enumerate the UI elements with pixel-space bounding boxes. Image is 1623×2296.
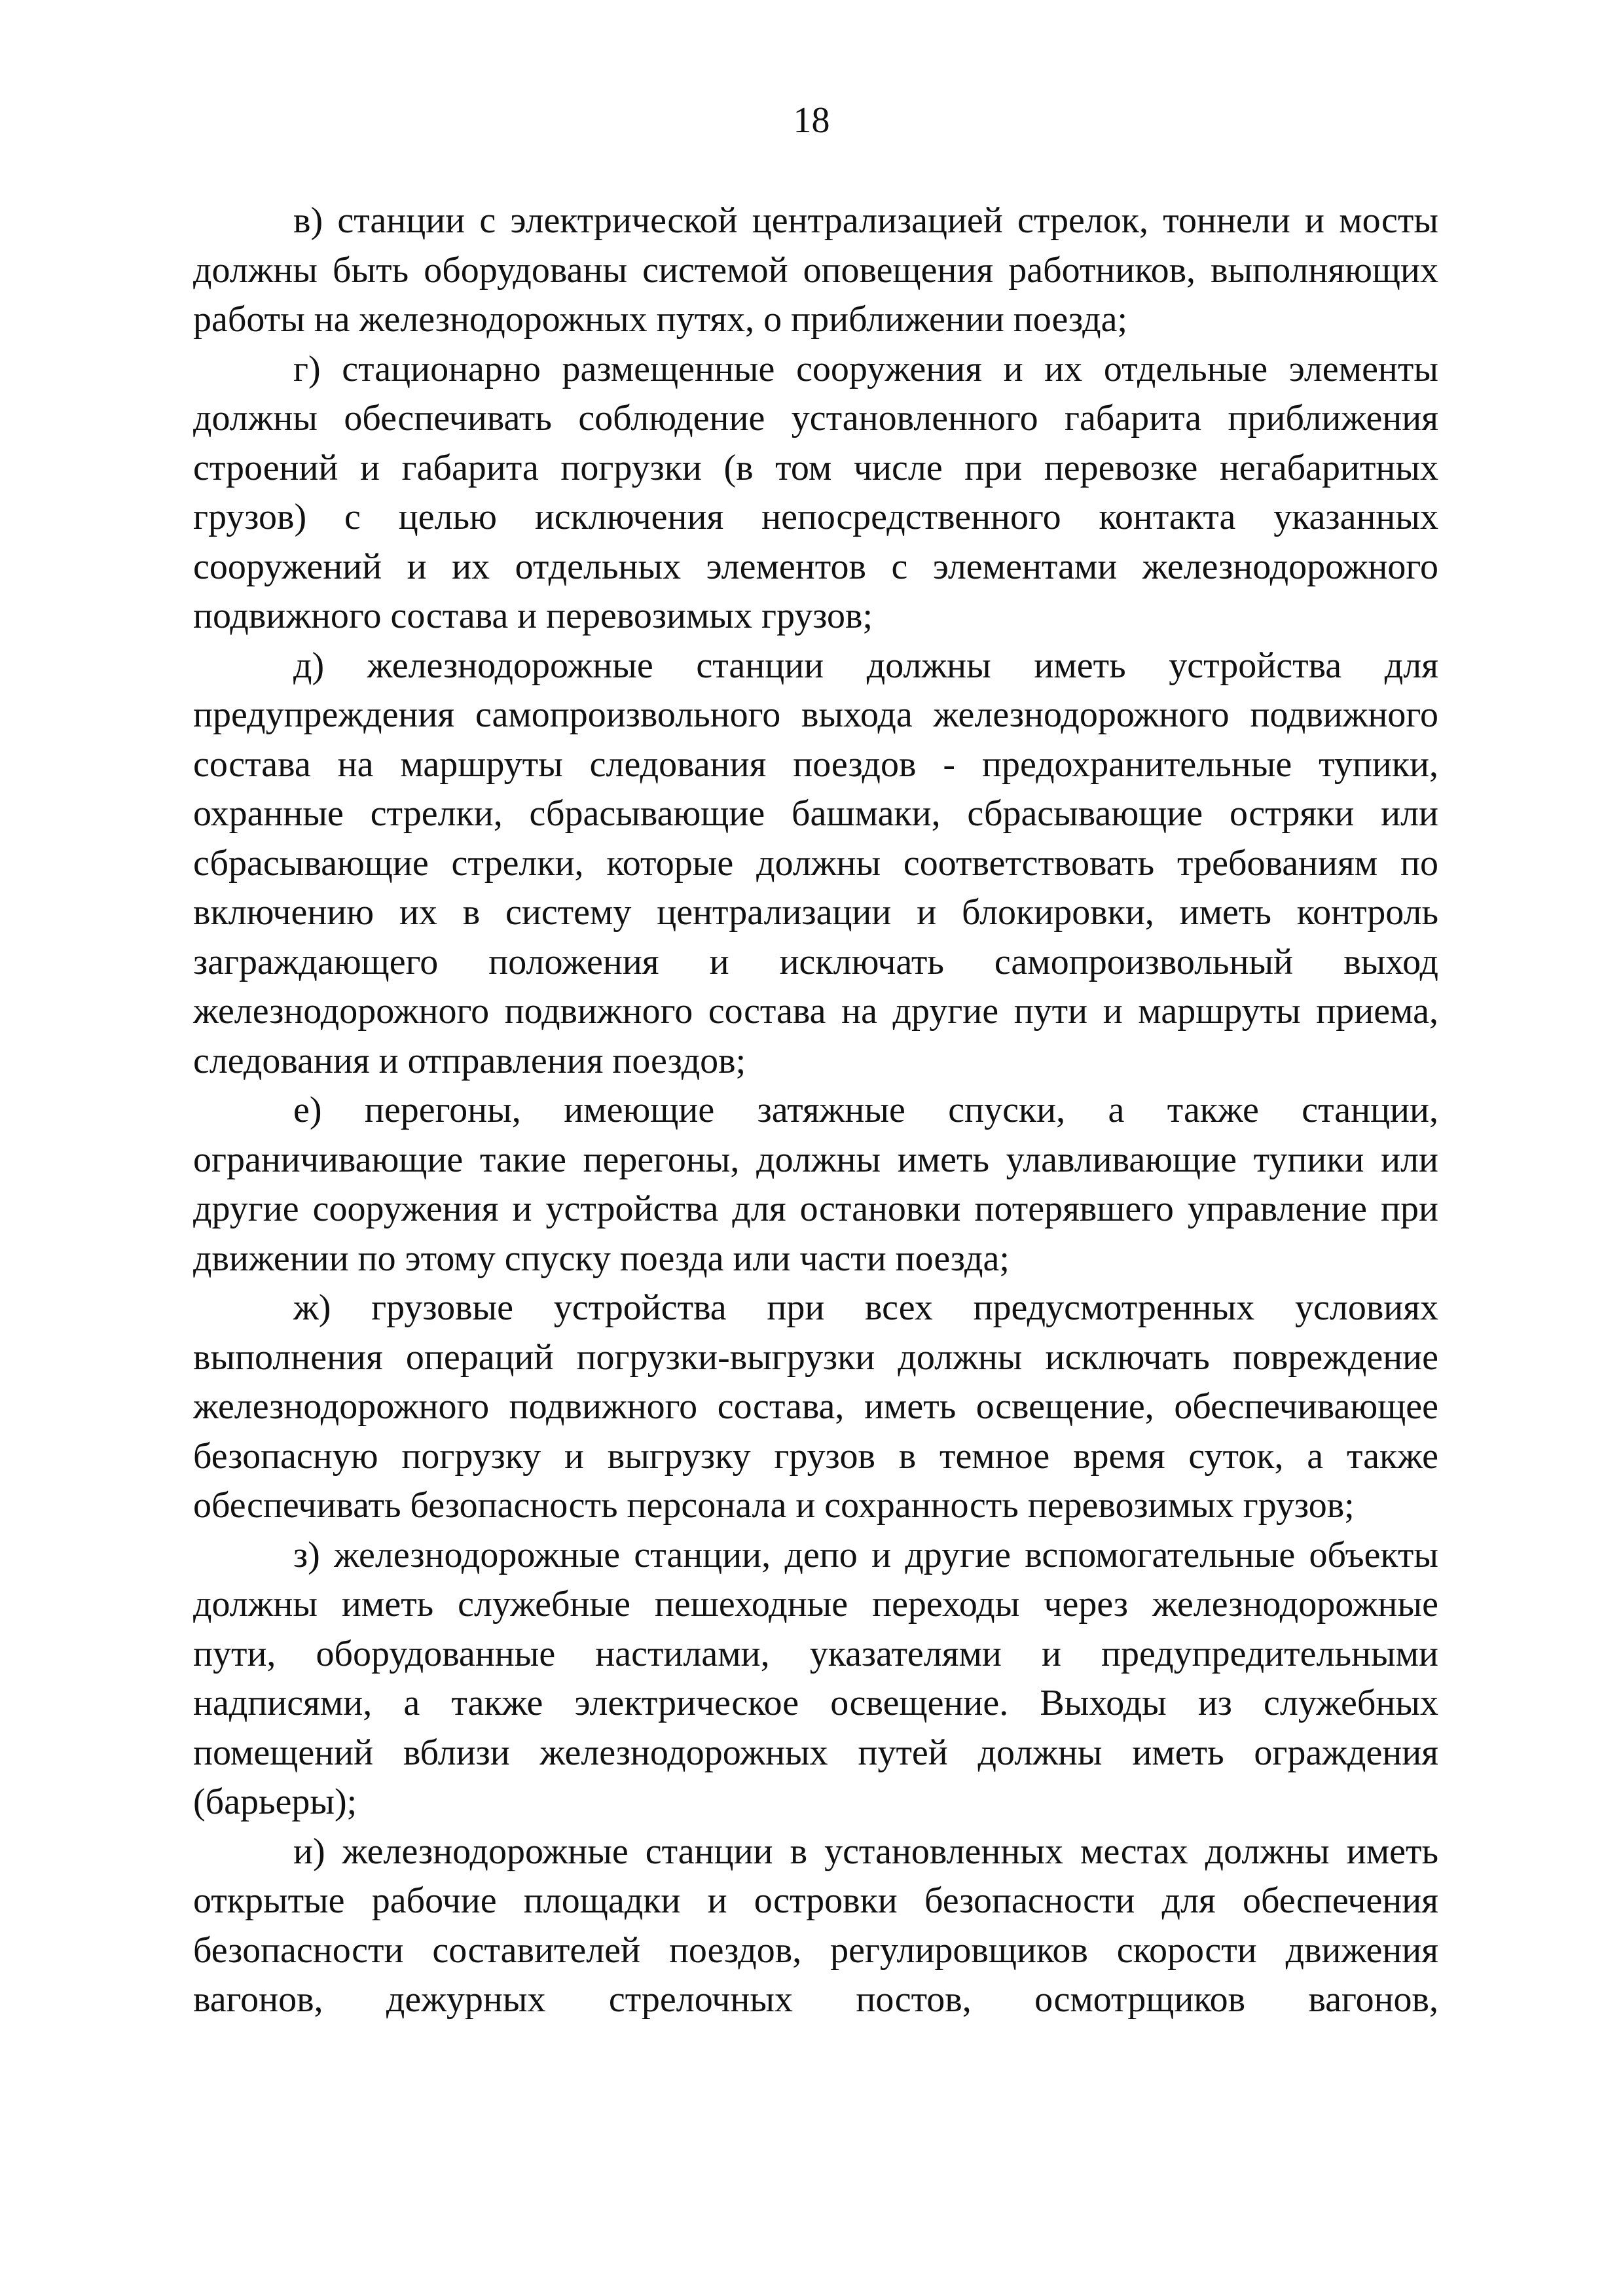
paragraph-v: в) станции с электрической централизацией стрелок, тоннели и мосты должны быть оборудованы системой оповещения работников, выполняющих работы на железнодорожных путях, о приближении поезда; xyxy=(193,200,1438,340)
document-body xyxy=(193,196,1438,2025)
paragraph-i: и) железнодорожные станции в установленных местах должны иметь открытые рабочие площадки и островки безопасности для обеспечения безопасности составителей поездов, регулировщиков скорости движения вагонов, дежурных стрелочных постов, осмотрщиков вагонов, xyxy=(193,1831,1438,2020)
paragraph-g: г) стационарно размещенные сооружения и их отдельные элементы должны обеспечивать соблюдение установленного габарита приближения строений и габарита погрузки (в том числе при перевозке негабаритных грузов) с целью исключения непосредственного контакта указанных сооружений и их отдельных элементов с элементами железнодорожного подвижного состава и перевозимых грузов; xyxy=(193,348,1438,636)
paragraph-d: д) железнодорожные станции должны иметь устройства для предупреждения самопроизвольного выхода железнодорожного подвижного состава на маршруты следования поездов - предохранительные тупики, охранные стрелки, сбрасывающие башмаки, сбрасывающие остряки или сбрасывающие стрелки, которые должны соответствовать требованиям по включению их в систему централизации и блокировки, иметь контроль заграждающего положения и исключать самопроизвольный выход железнодорожного подвижного состава на другие пути и маршруты приема, следования и отправления поездов; xyxy=(193,645,1438,1081)
paragraph-zh: ж) грузовые устройства при всех предусмотренных условиях выполнения операций погрузки-выгрузки должны исключать повреждение железнодорожного подвижного состава, иметь освещение, обеспечивающее безопасную погрузку и выгрузку грузов в темное время суток, а также обеспечивать безопасность персонала и сохранность перевозимых грузов; xyxy=(193,1287,1438,1526)
page-number: 18 xyxy=(793,100,830,141)
paragraph-z: з) железнодорожные станции, депо и другие вспомогательные объекты должны иметь служебные пешеходные переходы через железнодорожные пути, оборудованные настилами, указателями и предупредительными надписями, а также электрическое освещение. Выходы из служебных помещений вблизи железнодорожных путей должны иметь ограждения (барьеры); xyxy=(193,1534,1438,1822)
paragraph-e: е) перегоны, имеющие затяжные спуски, а также станции, ограничивающие такие перегоны, должны иметь улавливающие тупики или другие сооружения и устройства для остановки потерявшего управление при движении по этому спуску поезда или части поезда; xyxy=(193,1090,1438,1279)
